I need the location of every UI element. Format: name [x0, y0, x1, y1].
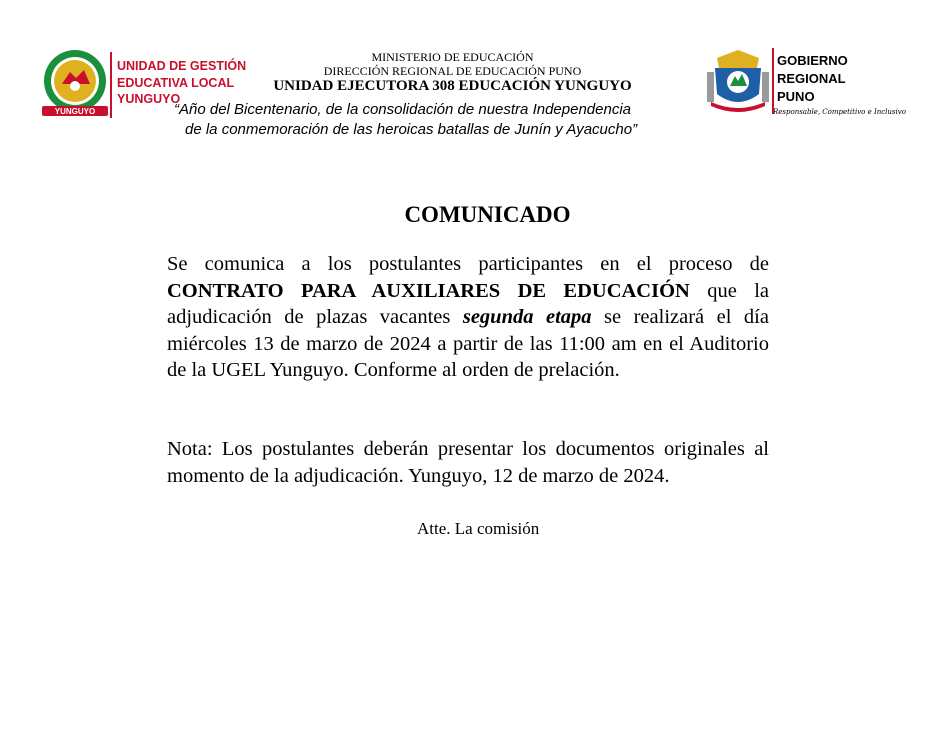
right-logo-separator [772, 48, 774, 114]
header-direccion: DIRECCIÓN REGIONAL DE EDUCACIÓN PUNO [323, 64, 582, 78]
ugel-name-line-3: YUNGUYO [117, 92, 181, 106]
gobierno-regional-slogan: Responsable, Competitivo e Inclusivo [773, 108, 906, 116]
ugel-name-line-1: UNIDAD DE GESTIÓN [117, 59, 247, 73]
gobierno-regional-name [777, 52, 887, 106]
gr-name-line-3: PUNO [777, 89, 815, 104]
para1-text-3: se realizará el día miércoles 13 de marzo de 2024 a partir de las 11:00 am en el Auditorio de la UGEL Yunguyo. Conforme al orden de prelación. [167, 306, 769, 381]
motto-line-1-clip [160, 101, 707, 121]
note-paragraph: Nota: Los postulantes deberán presentar los documentos originales al momento de la adjudicación. Yunguyo, 12 de marzo de 2024. [167, 438, 769, 487]
header-ministerio: MINISTERIO DE EDUCACIÓN [371, 50, 534, 64]
signoff: Atte. La comisión [417, 519, 540, 538]
para1-bold-italic-stage: segunda etapa [462, 306, 592, 328]
ugel-name-line-2: EDUCATIVA LOCAL [117, 75, 235, 90]
gr-name-line-2: REGIONAL [777, 71, 846, 86]
para1-bold-contract: CONTRATO PARA AUXILIARES DE EDUCACIÓN [167, 279, 690, 302]
motto-line-1: “Año del Bicentenario, de la consolidación de nuestra Independencia [174, 101, 631, 118]
gobierno-regional-puno-crest [705, 48, 771, 114]
document-title: COMUNICADO [404, 202, 571, 227]
gr-name-line-1: GOBIERNO [777, 53, 848, 68]
announcement-paragraph [167, 251, 769, 384]
para1-text-1: Se comunica a los postulantes participantes en el proceso de [167, 253, 769, 275]
ugel-logo-band-text: YUNGUYO [54, 107, 96, 116]
para1-text-2: que la adjudicación de plazas vacantes [167, 279, 769, 328]
motto-line-2: de la conmemoración de las heroicas batallas de Junín y Ayacucho” [185, 121, 638, 138]
header-unidad-ejecutora: UNIDAD EJECUTORA 308 EDUCACIÓN YUNGUYO [273, 78, 632, 94]
